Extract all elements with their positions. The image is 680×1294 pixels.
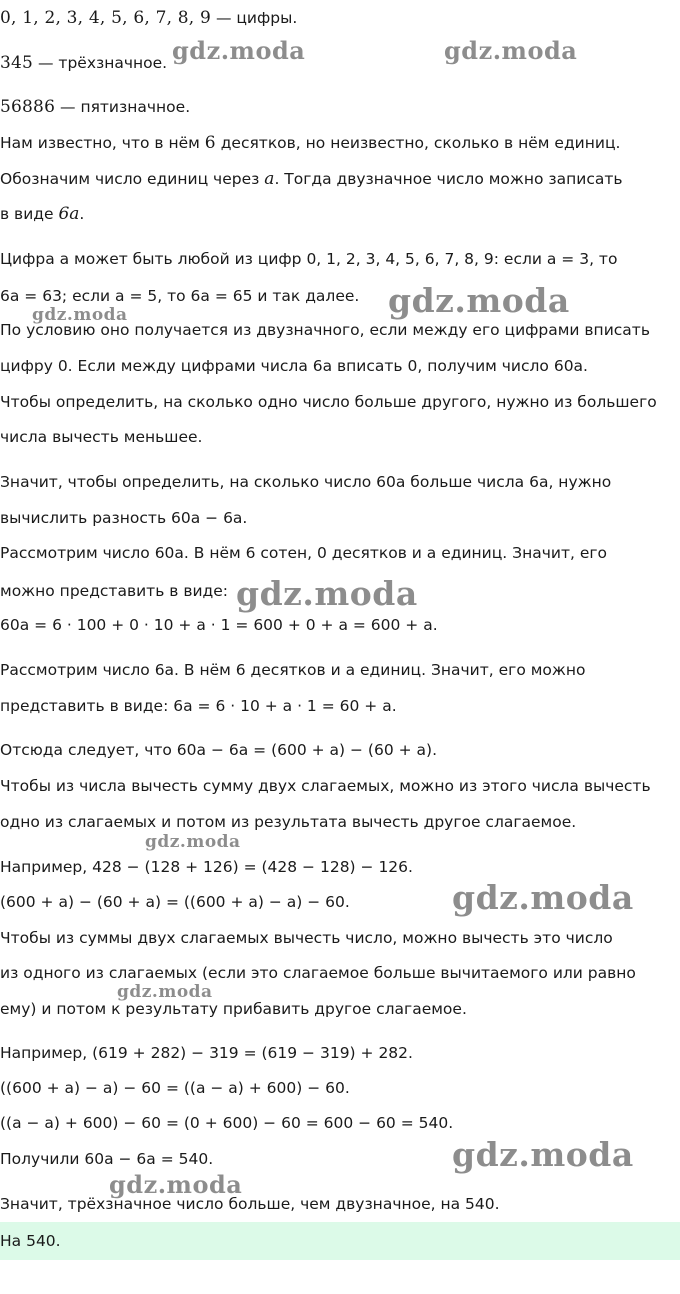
text-line-digit-a: Цифра a может быть любой из цифр 0, 1, 2, 3, 4, 5, 6, 7, 8, 9: если a = 3, то [0,250,618,268]
watermark: gdz.moda [452,1135,634,1174]
text-line-6a-expansion: представить в виде: 6a = 6 · 10 + a · 1 = 60 + a. [0,697,397,715]
text-line-56886: 56886 — пятизначное. [0,97,191,117]
text-line-conclusion: Значит, трёхзначное число больше, чем двузначное, на 540. [0,1195,500,1213]
text-line-subtract-sum-rule: Чтобы из числа вычесть сумму двух слагаемых, можно из этого числа вычесть [0,777,651,795]
text-line-subtract-number-rule: Чтобы из суммы двух слагаемых вычесть число, можно вычесть это число [0,929,613,947]
text-line-result: Получили 60a − 6a = 540. [0,1150,214,1168]
text-line-compare-rule: Чтобы определить, на сколько одно число больше другого, нужно из большего [0,393,657,411]
text-line-examples: 6a = 63; если a = 5, то 6a = 65 и так далее. [0,287,360,305]
text-line-known-tens: Нам известно, что в нём 6 десятков, но неизвестно, сколько в нём единиц. [0,133,621,153]
formula-step-2: ((600 + a) − a) − 60 = ((a − a) + 600) − 60. [0,1079,350,1097]
text-line-digits: 0, 1, 2, 3, 4, 5, 6, 7, 8, 9 — цифры. [0,8,298,28]
text-line-subtract-smaller: числа вычесть меньшее. [0,428,203,446]
formula-step-3: ((a − a) + 600) − 60 = (0 + 600) − 60 = 600 − 60 = 540. [0,1114,454,1132]
formula-step-1: (600 + a) − (60 + a) = ((600 + a) − a) − 60. [0,893,350,911]
watermark: gdz.moda [117,982,213,1002]
formula-60a-expansion: 60a = 6 · 100 + 0 · 10 + a · 1 = 600 + 0 + a = 600 + a. [0,616,438,634]
text-line-compute-difference: вычислить разность 60a − 6a. [0,509,248,527]
text-line-insert-zero: цифру 0. Если между цифрами числа 6a вписать 0, получим число 60a. [0,357,588,375]
answer-text: На 540. [0,1232,61,1250]
watermark: gdz.moda [236,574,418,613]
text-line-denote-units: Обозначим число единиц через a. Тогда двузначное число можно записать [0,169,623,189]
text-line-345: 345 — трёхзначное. [0,53,168,73]
watermark: gdz.moda [32,305,128,325]
text-line-subtract-number-rule-end: ему) и потом к результату прибавить другое слагаемое. [0,1000,467,1018]
watermark: gdz.moda [145,832,241,852]
watermark: gdz.moda [452,878,634,917]
watermark: gdz.moda [109,1170,243,1199]
text-line-condition: По условию оно получается из двузначного, если между его цифрами вписать [0,321,650,339]
text-line-subtract-sum-rule-cont: одно из слагаемых и потом из результата вычесть другое слагаемое. [0,813,577,831]
text-line-subtract-number-rule-cont: из одного из слагаемых (если это слагаемое больше вычитаемого или равно [0,964,636,982]
text-line-form-6a: в виде 6a. [0,204,85,224]
text-line-determine-difference: Значит, чтобы определить, на сколько число 60a больше числа 6a, нужно [0,473,612,491]
text-line-example-428: Например, 428 − (128 + 126) = (428 − 128) − 126. [0,858,413,876]
text-line-it-follows: Отсюда следует, что 60a − 6a = (600 + a) − (60 + a). [0,741,438,759]
text-line-consider-60a: Рассмотрим число 60a. В нём 6 сотен, 0 десятков и a единиц. Значит, его [0,544,608,562]
text-line-example-619: Например, (619 + 282) − 319 = (619 − 319) + 282. [0,1044,413,1062]
watermark: gdz.moda [172,36,306,65]
text-line-consider-6a: Рассмотрим число 6a. В нём 6 десятков и a единиц. Значит, его можно [0,661,586,679]
text-line-represent-as: можно представить в виде: [0,582,229,600]
watermark: gdz.moda [444,36,578,65]
watermark: gdz.moda [388,281,570,320]
answer-box [0,1222,680,1260]
